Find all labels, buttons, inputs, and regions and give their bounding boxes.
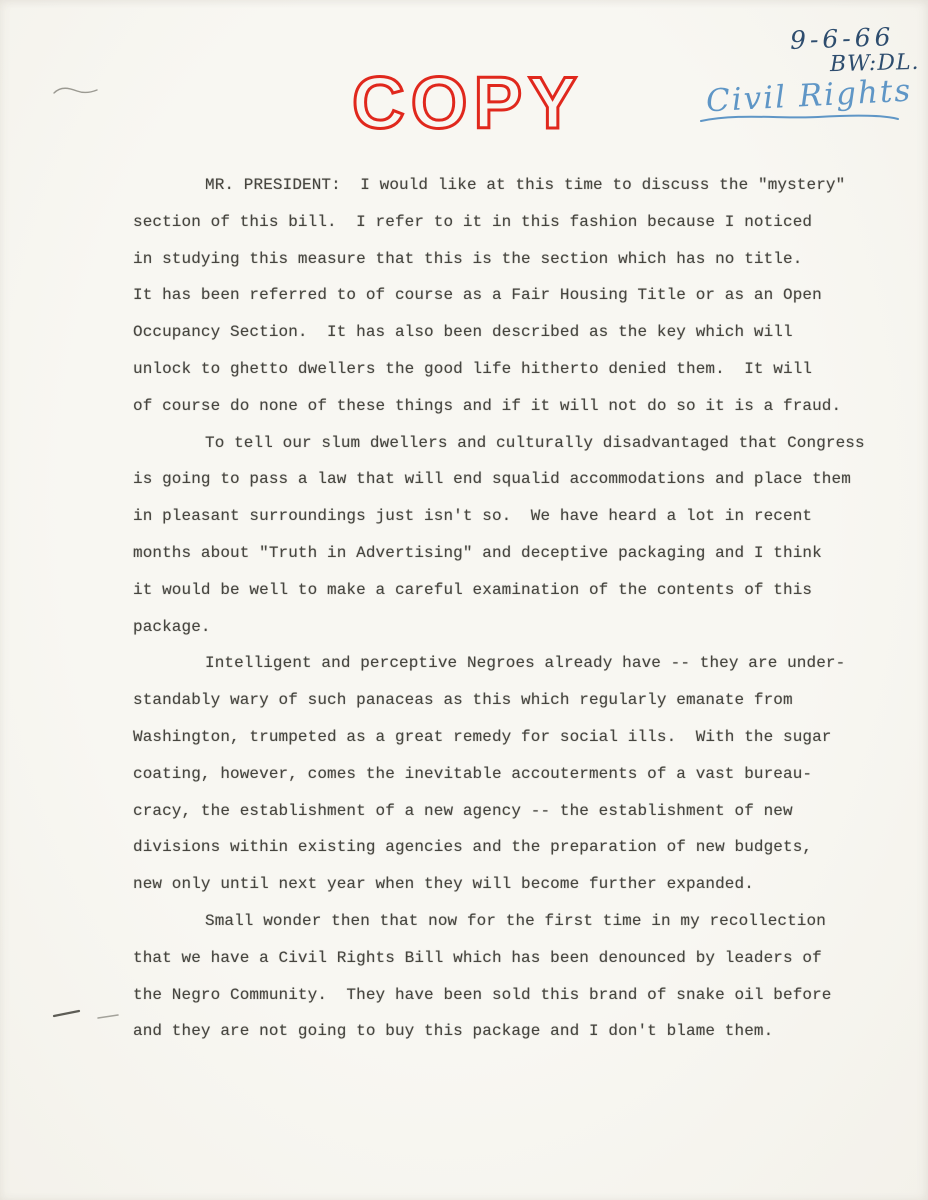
paragraph xyxy=(133,167,893,425)
typewritten-text xyxy=(133,167,893,1050)
text-line: package. xyxy=(133,617,211,636)
text-line: months about "Truth in Advertising" and deceptive packaging and I think xyxy=(133,543,822,562)
pencil-mark-bottom-left xyxy=(52,1006,84,1020)
text-line: coating, however, comes the inevitable accouterments of a vast bureau- xyxy=(133,764,813,783)
copy-stamp-text: COPY xyxy=(352,68,583,142)
paragraph xyxy=(133,645,893,903)
text-line: Small wonder then that now for the first time in my recollection xyxy=(205,911,826,930)
text-line: Occupancy Section. It has also been described as the key which will xyxy=(133,323,793,342)
text-line: is going to pass a law that will end squalid accommodations and place them xyxy=(133,470,851,489)
text-line: unlock to ghetto dwellers the good life hitherto denied them. It will xyxy=(133,359,813,378)
subject-underline xyxy=(698,110,904,128)
text-line: of course do none of these things and if it will not do so it is a fraud. xyxy=(133,396,842,415)
text-line: that we have a Civil Rights Bill which has been denounced by leaders of xyxy=(133,948,822,967)
text-line: MR. PRESIDENT: I would like at this time to discuss the "mystery" xyxy=(205,176,846,194)
handwritten-subject: Civil Rights xyxy=(705,72,914,120)
handwritten-date: 9-6-66 xyxy=(789,22,896,55)
text-line: cracy, the establishment of a new agency -- the establishment of new xyxy=(133,801,793,820)
copy-stamp xyxy=(348,68,604,142)
text-line: the Negro Community. They have been sold this brand of snake oil before xyxy=(133,985,832,1004)
paragraph xyxy=(133,903,893,1050)
text-line: in studying this measure that this is the section which has no title. xyxy=(133,249,803,268)
text-line: It has been referred to of course as a Fair Housing Title or as an Open xyxy=(133,286,822,305)
text-line: standably wary of such panaceas as this which regularly emanate from xyxy=(133,691,793,710)
text-line: new only until next year when they will become further expanded. xyxy=(133,875,754,894)
text-line: divisions within existing agencies and the preparation of new budgets, xyxy=(133,838,813,857)
paragraph xyxy=(133,425,893,646)
text-line: To tell our slum dwellers and culturally disadvantaged that Congress xyxy=(205,433,865,452)
text-line: it would be well to make a careful examination of the contents of this xyxy=(133,580,813,599)
text-line: Washington, trumpeted as a great remedy for social ills. With the sugar xyxy=(133,727,832,746)
pencil-mark-top xyxy=(52,82,100,100)
text-line: in pleasant surroundings just isn't so. We have heard a lot in recent xyxy=(133,507,813,526)
text-line: section of this bill. I refer to it in this fashion because I noticed xyxy=(133,212,813,231)
text-line: Intelligent and perceptive Negroes already have -- they are under- xyxy=(205,654,846,673)
pencil-mark-bottom-right xyxy=(96,1010,122,1022)
text-line: and they are not going to buy this package and I don't blame them. xyxy=(133,1022,774,1041)
handwritten-initials: BW:DL. xyxy=(829,49,920,78)
